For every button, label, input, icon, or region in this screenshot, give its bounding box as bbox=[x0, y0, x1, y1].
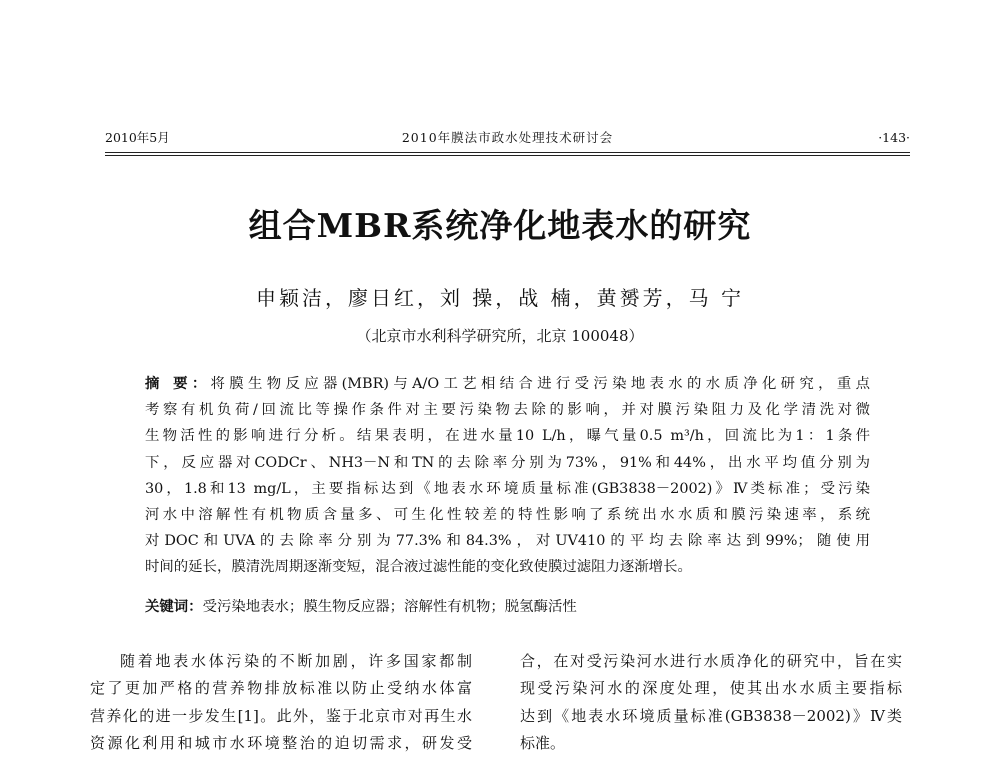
body-column-left bbox=[90, 648, 472, 758]
body-line: 合，在对受污染河水进行水质净化的研究中，旨在实 bbox=[520, 652, 902, 670]
body-line: 定了更加严格的营养物排放标准以防止受纳水体富 bbox=[90, 679, 472, 698]
article-title: 组合MBR系统净化地表水的研究 bbox=[248, 206, 752, 245]
keywords bbox=[145, 595, 870, 619]
abstract-line: 下，反应器对CODCr、NH3－N和TN的去除率分别为73%，91%和44%，出水平均值分别为 bbox=[145, 454, 870, 471]
header-date: 2010年5月 bbox=[105, 130, 170, 145]
article-authors: 申颖洁，廖日红，刘 操，战 楠，黄赟芳，马 宁 bbox=[255, 286, 745, 310]
abstract-label: 摘 要： bbox=[145, 376, 211, 392]
running-header bbox=[105, 127, 910, 149]
article-affiliation: （北京市水利科学研究所，北京 100048） bbox=[356, 327, 644, 345]
body-column-right bbox=[520, 648, 902, 758]
body-line: 营养化的进一步发生[1]。此外，鉴于北京市对再生水 bbox=[90, 706, 472, 725]
body-line: 资源化利用和城市水环境整治的迫切需求，研发受 bbox=[90, 734, 472, 753]
keywords-label: 关键词： bbox=[145, 599, 203, 615]
header-conference: 2010年膜法市政水处理技术研讨会 bbox=[401, 130, 614, 145]
header-rule bbox=[105, 152, 910, 156]
body-line: 现受污染河水的深度处理，使其出水水质主要指标 bbox=[520, 679, 902, 698]
abstract-text: 将膜生物反应器(MBR)与A/O工艺相结合进行受污染地表水的水质净化研究，重点 bbox=[210, 376, 870, 392]
abstract-line: 时间的延长，膜清洗周期逐渐变短，混合液过滤性能的变化致使膜过滤阻力逐渐增长。 bbox=[145, 559, 692, 576]
abstract-line: 对DOC和UVA的去除率分别为77.3%和84.3%，对UV410的平均去除率达到99%；随使用 bbox=[145, 533, 870, 550]
abstract-line: 考察有机负荷/回流比等操作条件对主要污染物去除的影响，并对膜污染阻力及化学清洗对微 bbox=[145, 402, 870, 419]
abstract-line bbox=[145, 371, 870, 397]
body-line: 标准。 bbox=[520, 734, 566, 753]
body-line: 达到《地表水环境质量标准(GB3838－2002)》Ⅳ类 bbox=[520, 706, 902, 725]
header-page-number: ·143· bbox=[878, 130, 910, 145]
abstract-line: 生物活性的影响进行分析。结果表明，在进水量10 L/h，曝气量0.5 m³/h，回流比为1：1条件 bbox=[145, 428, 870, 445]
abstract-line: 30，1.8和13 mg/L，主要指标达到《地表水环境质量标准(GB3838－2002)》Ⅳ类标准；受污染 bbox=[145, 480, 870, 497]
keywords-text: 受污染地表水；膜生物反应器；溶解性有机物；脱氢酶活性 bbox=[202, 599, 577, 615]
abstract bbox=[145, 371, 870, 581]
abstract-line: 河水中溶解性有机物质含量多、可生化性较差的特性影响了系统出水水质和膜污染速率，系统 bbox=[145, 506, 870, 523]
body-line: 随着地表水体污染的不断加剧，许多国家都制 bbox=[120, 652, 472, 670]
